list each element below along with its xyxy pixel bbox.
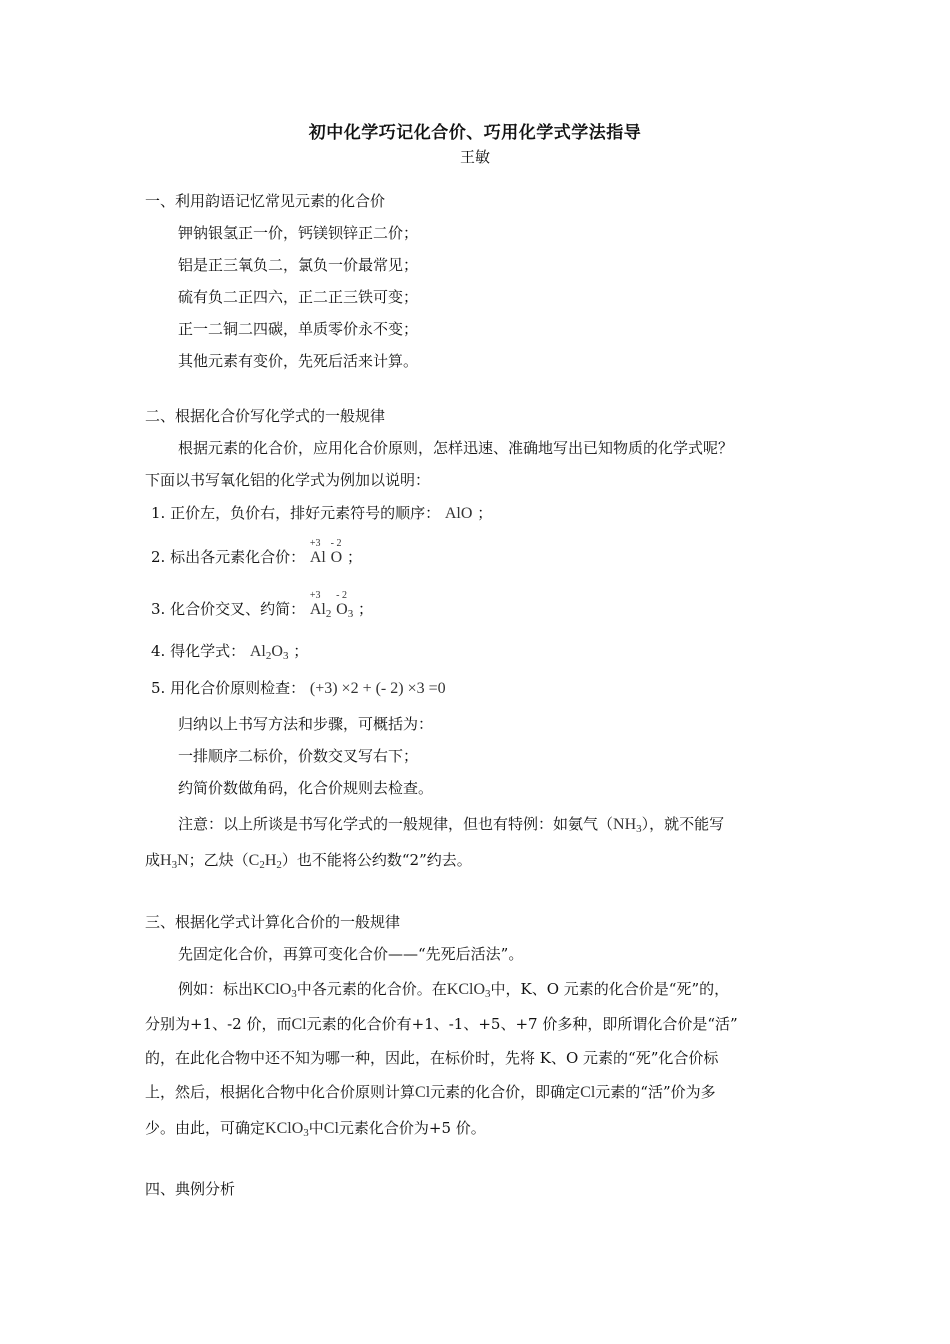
element-with-valence: +3 Al [309, 538, 326, 566]
formula: Cl [291, 1016, 307, 1033]
paragraph: 少。由此，可确定KClO$_3$中Cl元素化合价为+5 价。 [145, 1119, 486, 1139]
step-1: 1. 正价左，负价右，排好元素符号的顺序： AlO ； [151, 504, 493, 522]
paragraph: 根据元素的化合价，应用化合价原则，怎样迅速、准确地写出已知物质的化学式呢？ [178, 439, 734, 457]
paragraph: 一排顺序二标价，价数交叉写右下； [178, 747, 419, 765]
formula: $C_2H_2$ [248, 852, 282, 871]
paragraph: 例如：标出KClO$_3$中各元素的化合价。在KClO$_3$中，K、O 元素的化合价是“死”的， [178, 980, 730, 1000]
note-line: 成$H_3N$；乙炔$(C_2H_2)$也不能将公约数“2”约去。 [145, 851, 472, 871]
step-5: 5. 用化合价原则检查： (+3) ×2 + (- 2) ×3 =0 [151, 679, 446, 697]
formula: Cl [323, 1120, 339, 1137]
element-with-valence: - 2 O [330, 538, 343, 566]
paragraph: 上，然后，根据化合物中化合价原则计算Cl元素的化合价，即确定Cl元素的“活”价为多 [145, 1083, 716, 1101]
paragraph: 归纳以上书写方法和步骤，可概括为： [178, 715, 434, 733]
rhyme-line: 钾钠银氢正一价，钙镁钡锌正二价； [178, 224, 419, 242]
section-4-heading: 四、典例分析 [145, 1180, 236, 1198]
paragraph: 下面以书写氧化铝的化学式为例加以说明： [145, 471, 431, 489]
formula: KClO$_3$ [253, 981, 297, 1000]
formula: Cl [580, 1084, 596, 1101]
formula: KClO$_3$ [446, 981, 491, 1000]
rhyme-line: 其他元素有变价，先死后活来计算。 [178, 352, 419, 370]
paragraph: 的，在此化合物中还不知为哪一种，因此，在标价时，先将 K、O 元素的“死”化合价标 [145, 1049, 719, 1067]
formula: AlO [444, 505, 473, 522]
paragraph: 分别为+1、-2 价，而Cl元素的化合价有+1、-1、+5、+7 价多种，即所谓化合价是“活” [145, 1015, 738, 1033]
note-line: 注意：以上所谈是书写化学式的一般规律，但也有特例：如氨气$(NH_3)$，就不能写 [178, 815, 725, 835]
step-2: 2. 标出各元素化合价： +3 Al - 2 O ； [151, 546, 821, 569]
author: 王敏 [459, 148, 490, 166]
rhyme-line: 硫有负二正四六，正二正三铁可变； [178, 288, 419, 306]
rhyme-line: 铝是正三氧负二，氯负一价最常见； [178, 256, 419, 274]
paragraph: 先固定化合价，再算可变化合价——“先死后活法”。 [178, 945, 524, 963]
step-4: 4. 得化学式： $Al_2O_3$ ； [151, 642, 309, 662]
formula: $Al_2O_3$ [249, 643, 289, 662]
check-expression: (+3) ×2 + (- 2) ×3 =0 [309, 680, 446, 697]
element-with-valence: +3 $Al_2$ [309, 590, 332, 620]
formula: $H_3N$ [160, 852, 189, 871]
step-3: 3. 化合价交叉、约简： +3 $Al_2$ - 2 $O_3$ ； [151, 590, 374, 620]
formula: KClO$_3$ [265, 1120, 309, 1139]
section-2-heading: 二、根据化合价写化学式的一般规律 [145, 407, 386, 425]
section-1-heading: 一、利用韵语记忆常见元素的化合价 [145, 192, 386, 210]
document-title: 初中化学巧记化合价、巧用化学式学法指导 [308, 123, 642, 143]
paragraph: 约简价数做角码，化合价规则去检查。 [178, 779, 434, 797]
formula: $NH_3$ [613, 816, 642, 835]
element-with-valence: - 2 $O_3$ [336, 590, 354, 620]
formula: Cl [415, 1084, 431, 1101]
section-3-heading: 三、根据化学式计算化合价的一般规律 [145, 913, 401, 931]
rhyme-line: 正一二铜二四碳，单质零价永不变； [178, 320, 419, 338]
